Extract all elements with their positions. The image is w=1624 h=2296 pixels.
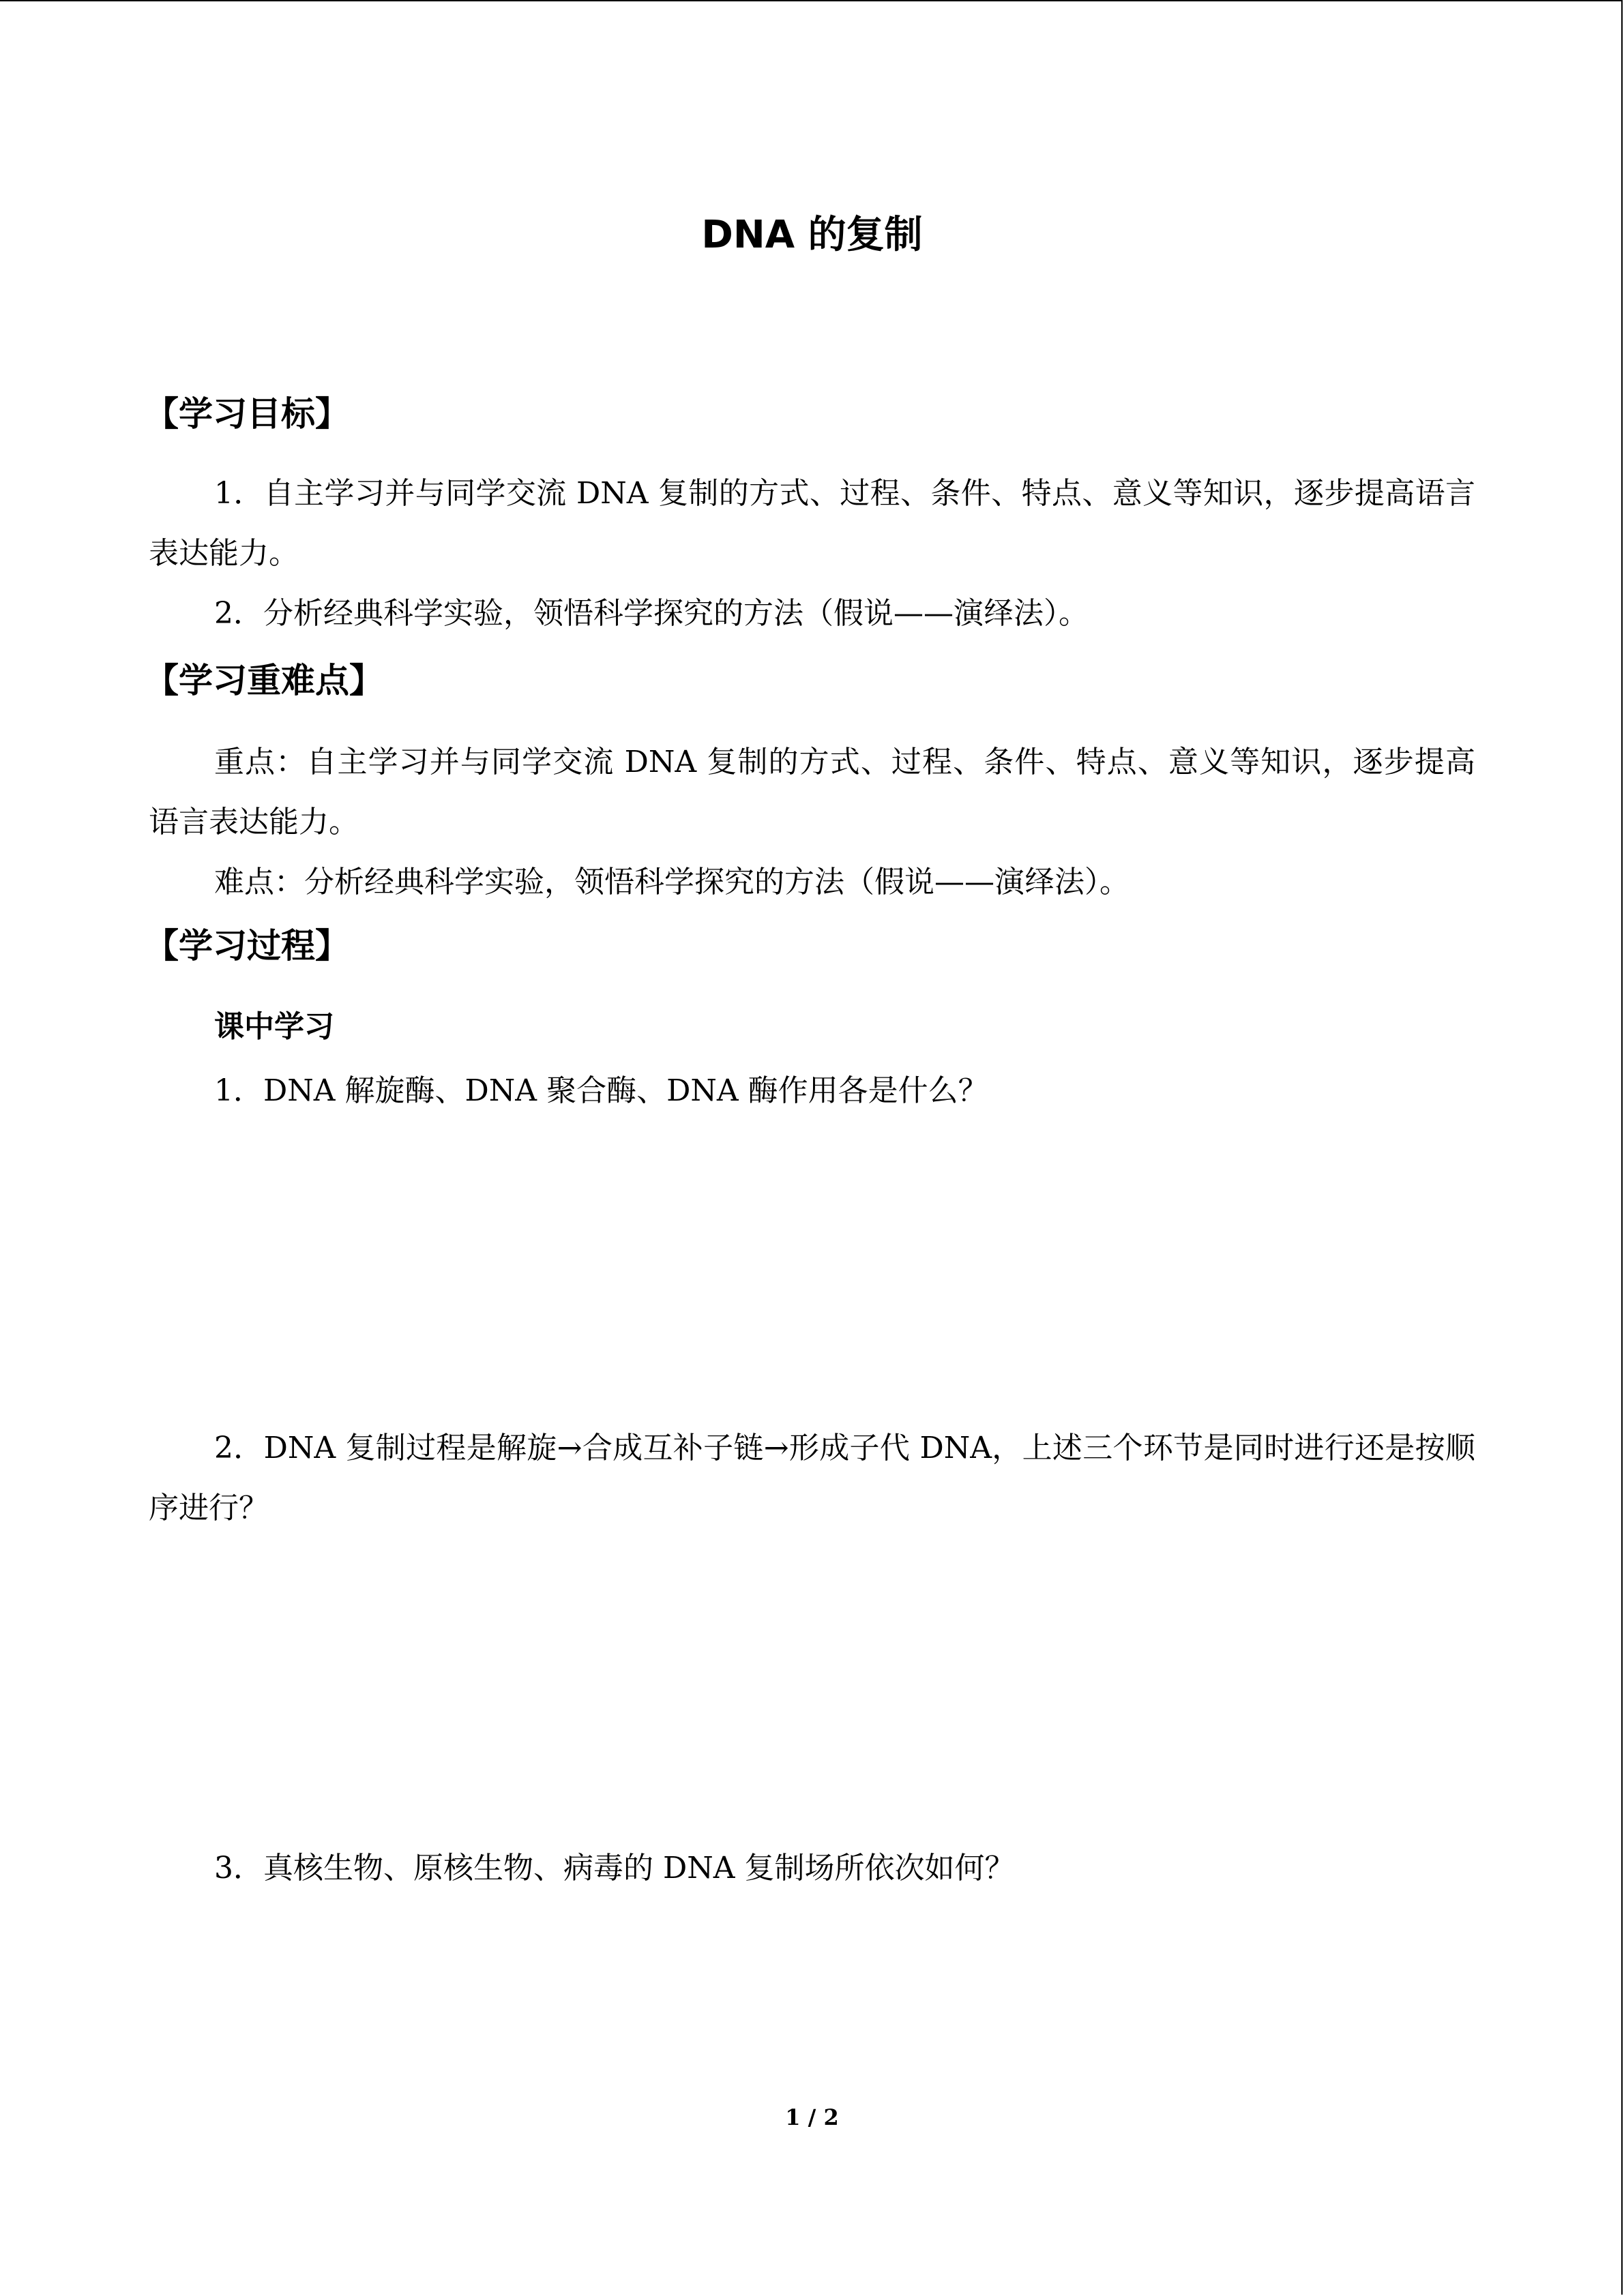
section-heading-key-points: 【学习重难点】	[145, 661, 383, 700]
question-2: 2．DNA 复制过程是解旋→合成互补子链→形成子代 DNA，上述三个环节是同时进行还是按顺序进行？	[149, 1431, 1475, 1525]
section-heading-process: 【学习过程】	[145, 926, 349, 966]
key-point-difficulty: 难点：分析经典科学实验，领悟科学探究的方法（假说——演绎法）。	[214, 865, 1130, 899]
subheading-in-class-study: 课中学习	[214, 1009, 334, 1044]
key-point-emphasis: 重点：自主学习并与同学交流 DNA 复制的方式、过程、条件、特点、意义等知识，逐步提高语言表达能力。	[149, 745, 1475, 839]
document-title: DNA 的复制	[701, 213, 923, 257]
objective-item-1: 1．自主学习并与同学交流 DNA 复制的方式、过程、条件、特点、意义等知识，逐步提高语言表达能力。	[149, 476, 1475, 571]
question-1: 1．DNA 解旋酶、DNA 聚合酶、DNA 酶作用各是什么？	[214, 1073, 988, 1108]
question-3: 3．真核生物、原核生物、病毒的 DNA 复制场所依次如何？	[214, 1851, 1015, 1885]
objective-item-2: 2．分析经典科学实验，领悟科学探究的方法（假说——演绎法）。	[214, 596, 1089, 631]
section-heading-objectives: 【学习目标】	[145, 394, 349, 434]
page-number: 1 / 2	[785, 2104, 839, 2130]
